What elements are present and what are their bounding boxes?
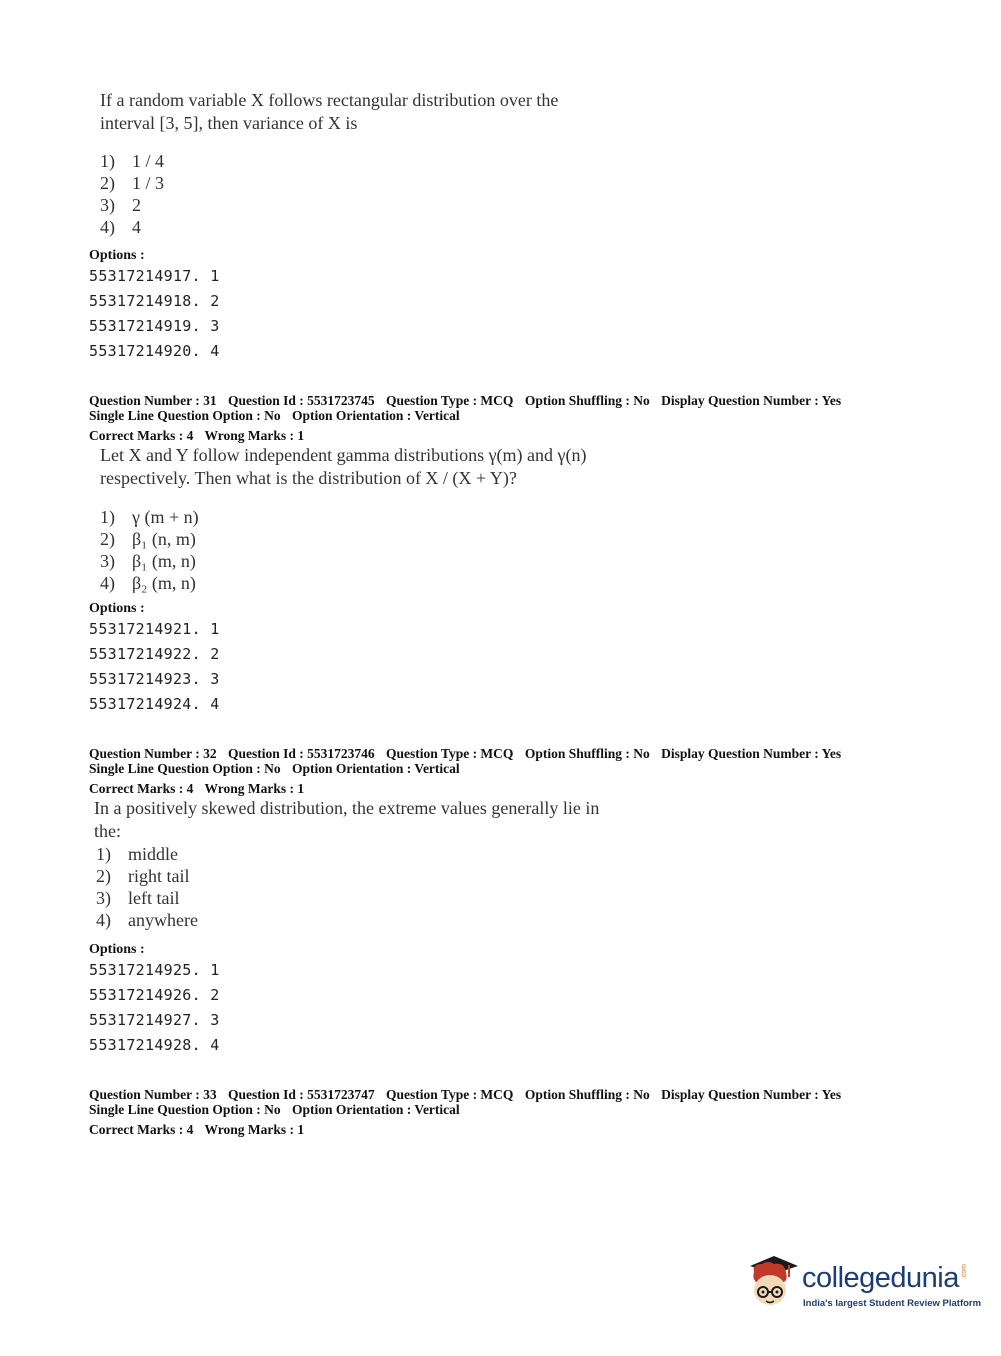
option-orientation: Option Orientation : Vertical bbox=[292, 761, 460, 776]
choice-number: 2) bbox=[100, 173, 115, 193]
option-row: 55317214923. 3 bbox=[89, 670, 220, 688]
meta-line bbox=[89, 428, 849, 443]
choice bbox=[100, 194, 164, 216]
option-row: 55317214928. 4 bbox=[89, 1036, 220, 1054]
display-question-number: Display Question Number : Yes bbox=[661, 1087, 842, 1102]
option-row: 55317214917. 1 bbox=[89, 267, 220, 285]
choice-text: 4 bbox=[132, 217, 141, 237]
choice-text: β₁ (m, n) bbox=[132, 551, 196, 571]
question-id: Question Id : 5531723745 bbox=[228, 393, 375, 408]
question-number: Question Number : 32 bbox=[89, 746, 217, 761]
choice-text: left tail bbox=[128, 888, 180, 908]
options-label: Options : bbox=[89, 248, 145, 263]
question-32-meta bbox=[89, 746, 849, 796]
option-row: 55317214921. 1 bbox=[89, 620, 220, 638]
choice bbox=[100, 150, 164, 172]
meta-line bbox=[89, 1122, 849, 1137]
choice-number: 3) bbox=[100, 195, 115, 215]
question-32-options bbox=[89, 958, 220, 1058]
choice-text: β₂ (m, n) bbox=[132, 573, 196, 593]
correct-marks: Correct Marks : 4 bbox=[89, 428, 194, 443]
choice bbox=[100, 572, 199, 594]
question-type: Question Type : MCQ bbox=[386, 746, 514, 761]
question-text-line: interval [3, 5], then variance of X is bbox=[100, 113, 358, 133]
question-31-text bbox=[100, 444, 586, 490]
option-shuffling: Option Shuffling : No bbox=[524, 393, 650, 408]
choice-number: 2) bbox=[100, 529, 115, 549]
option-row: 55317214918. 2 bbox=[89, 292, 220, 310]
choice-number: 4) bbox=[100, 217, 115, 237]
brand-tagline: India's largest Student Review Platform bbox=[803, 1298, 982, 1309]
choice-text: 1 / 3 bbox=[132, 173, 165, 193]
question-type: Question Type : MCQ bbox=[386, 1087, 514, 1102]
choice-number: 2) bbox=[96, 866, 111, 886]
choice bbox=[96, 909, 198, 931]
option-orientation: Option Orientation : Vertical bbox=[292, 408, 460, 423]
choice-text: middle bbox=[128, 844, 178, 864]
meta-line bbox=[89, 408, 849, 423]
question-30-text bbox=[100, 89, 558, 135]
choice bbox=[96, 865, 198, 887]
question-text-line: the: bbox=[94, 821, 121, 841]
question-id: Question Id : 5531723746 bbox=[228, 746, 375, 761]
question-33-meta bbox=[89, 1087, 849, 1137]
choice-text: 2 bbox=[132, 195, 141, 215]
options-label: Options : bbox=[89, 601, 145, 616]
correct-marks: Correct Marks : 4 bbox=[89, 1122, 194, 1137]
meta-line bbox=[89, 781, 849, 796]
option-row: 55317214922. 2 bbox=[89, 645, 220, 663]
choice bbox=[100, 216, 164, 238]
correct-marks: Correct Marks : 4 bbox=[89, 781, 194, 796]
question-text-line: If a random variable X follows rectangular distribution over the bbox=[100, 90, 559, 110]
choice bbox=[96, 887, 198, 909]
question-31-options bbox=[89, 617, 220, 717]
display-question-number: Display Question Number : Yes bbox=[661, 746, 842, 761]
option-row: 55317214925. 1 bbox=[89, 961, 220, 979]
choice-text: right tail bbox=[128, 866, 190, 886]
options-label: Options : bbox=[89, 942, 145, 957]
question-32-text bbox=[94, 797, 599, 843]
wrong-marks: Wrong Marks : 1 bbox=[204, 428, 305, 443]
question-text-line: Let X and Y follow independent gamma distributions γ(m) and γ(n) bbox=[100, 445, 587, 465]
option-row: 55317214919. 3 bbox=[89, 317, 220, 335]
mascot-icon bbox=[744, 1252, 800, 1312]
brand-name: collegedunia bbox=[802, 1262, 959, 1294]
question-31-meta bbox=[89, 393, 849, 443]
option-orientation: Option Orientation : Vertical bbox=[292, 1102, 460, 1117]
single-line-option: Single Line Question Option : No bbox=[89, 408, 281, 423]
wrong-marks: Wrong Marks : 1 bbox=[204, 1122, 305, 1137]
option-row: 55317214927. 3 bbox=[89, 1011, 220, 1029]
choice-number: 1) bbox=[96, 844, 111, 864]
choice bbox=[100, 528, 199, 550]
question-text-line: respectively. Then what is the distribution of X / (X + Y)? bbox=[100, 468, 517, 488]
single-line-option: Single Line Question Option : No bbox=[89, 761, 281, 776]
question-32-choices bbox=[96, 843, 198, 931]
question-30-choices bbox=[100, 150, 164, 238]
option-shuffling: Option Shuffling : No bbox=[524, 1087, 650, 1102]
display-question-number: Display Question Number : Yes bbox=[661, 393, 842, 408]
question-number: Question Number : 31 bbox=[89, 393, 217, 408]
choice bbox=[100, 550, 199, 572]
brand-domain: .com bbox=[961, 1264, 968, 1280]
choice-number: 4) bbox=[96, 910, 111, 930]
question-text-line: In a positively skewed distribution, the extreme values generally lie in bbox=[94, 798, 600, 818]
choice-number: 1) bbox=[100, 507, 115, 527]
question-type: Question Type : MCQ bbox=[386, 393, 514, 408]
choice-number: 3) bbox=[100, 551, 115, 571]
choice bbox=[96, 843, 198, 865]
option-shuffling: Option Shuffling : No bbox=[524, 746, 650, 761]
option-row: 55317214920. 4 bbox=[89, 342, 220, 360]
choice-text: γ (m + n) bbox=[132, 507, 199, 527]
question-31-choices bbox=[100, 506, 199, 594]
meta-line bbox=[89, 393, 849, 408]
choice-text: β₁ (n, m) bbox=[132, 529, 196, 549]
question-30-options bbox=[89, 264, 220, 364]
question-id: Question Id : 5531723747 bbox=[228, 1087, 375, 1102]
wrong-marks: Wrong Marks : 1 bbox=[204, 781, 305, 796]
choice-text: 1 / 4 bbox=[132, 151, 165, 171]
option-row: 55317214924. 4 bbox=[89, 695, 220, 713]
choice-number: 4) bbox=[100, 573, 115, 593]
single-line-option: Single Line Question Option : No bbox=[89, 1102, 281, 1117]
collegedunia-logo bbox=[740, 1252, 982, 1322]
meta-line bbox=[89, 1102, 849, 1117]
choice-text: anywhere bbox=[128, 910, 198, 930]
option-row: 55317214926. 2 bbox=[89, 986, 220, 1004]
meta-line bbox=[89, 761, 849, 776]
choice bbox=[100, 172, 164, 194]
meta-line bbox=[89, 1087, 849, 1102]
choice bbox=[100, 506, 199, 528]
choice-number: 1) bbox=[100, 151, 115, 171]
choice-number: 3) bbox=[96, 888, 111, 908]
meta-line bbox=[89, 746, 849, 761]
question-number: Question Number : 33 bbox=[89, 1087, 217, 1102]
